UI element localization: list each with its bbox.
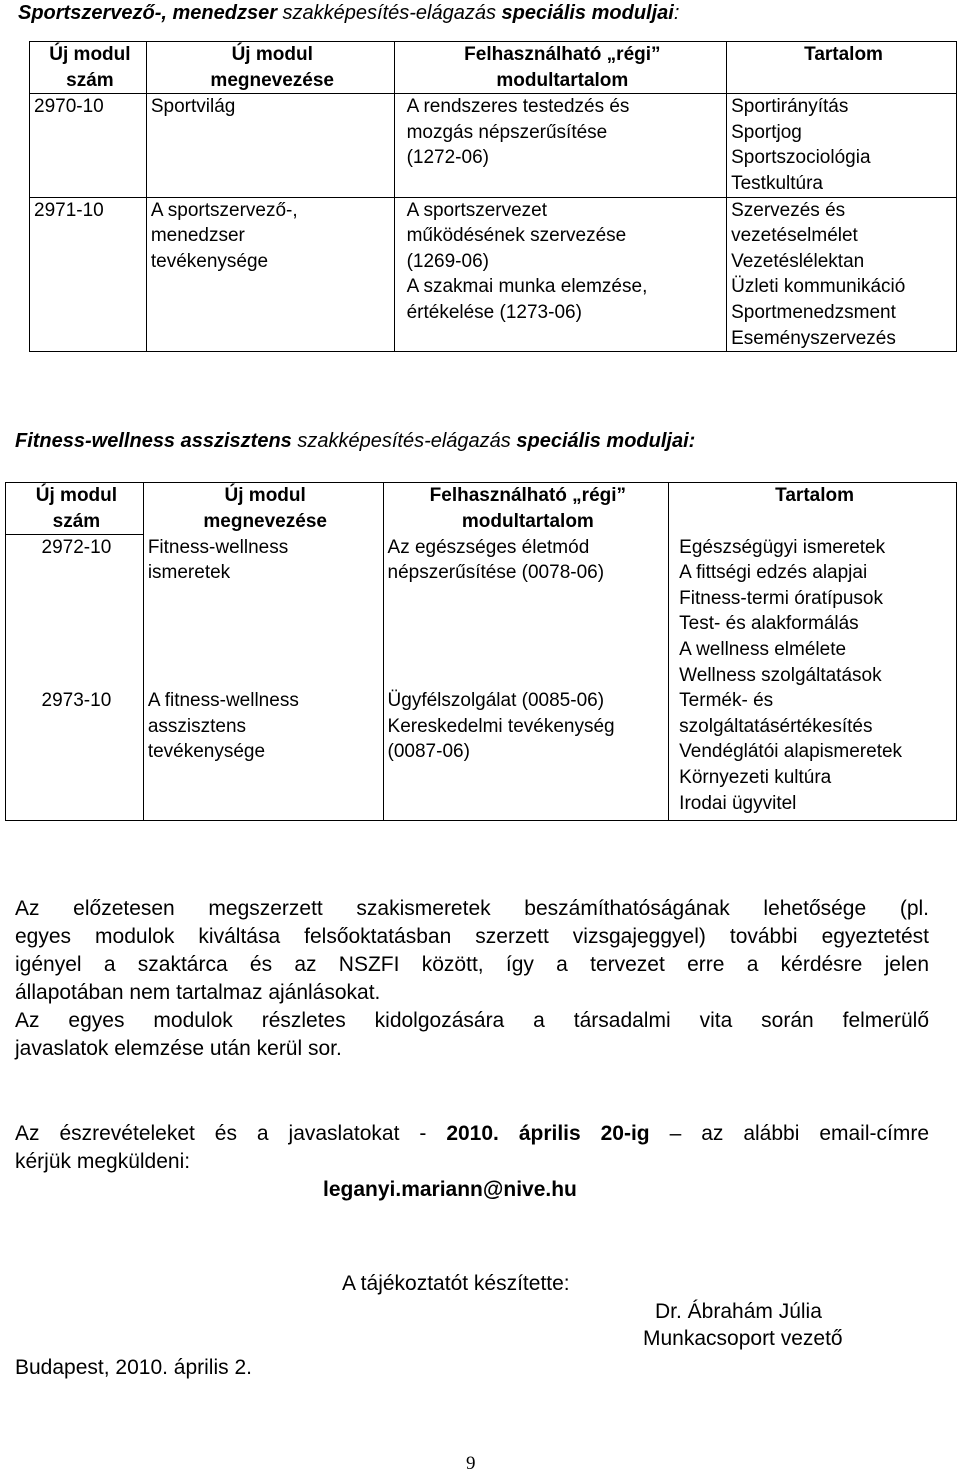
section1-heading-bold: Sportszervező-, menedzser: [18, 2, 277, 24]
section1-heading-mid: szakképesítés-elágazás: [276, 2, 502, 24]
paragraph-line: egyes modulok kiváltása felsőoktatásban szerzett vizsgajeggyel) további egyeztetést: [15, 925, 929, 948]
module-code: 2973-10: [6, 688, 144, 821]
module-name: Fitness-wellness ismeretek: [143, 535, 383, 689]
old-module-content: A sportszervezet működésének szervezése (1269-06) A szakmai munka elemzése, értékelése (1273-06): [394, 197, 727, 352]
paragraph-line: igényel a szaktárca és az NSZFI között, így a tervezet erre a kérdésre jelen: [15, 953, 929, 976]
module-code: 2972-10: [6, 535, 144, 689]
paragraph-line: állapotában nem tartalmaz ajánlásokat.: [15, 981, 381, 1004]
feedback-text: – az alábbi email-címre: [649, 1122, 929, 1145]
section1-heading: [18, 2, 679, 25]
module-code: 2970-10: [30, 94, 147, 197]
header-module-number: Új modul szám: [30, 42, 147, 94]
module-content: Szervezés és vezetéselmélet Vezetéslélektan Üzleti kommunikáció Sportmenedzsment Eseményszervezés: [727, 197, 957, 352]
module-name: A fitness-wellness asszisztens tevékenysége: [143, 688, 383, 821]
table-row: [6, 535, 957, 689]
paragraph-line: [15, 1120, 929, 1148]
paragraph-line: Az előzetesen megszerzett szakismeretek beszámíthatóságának lehetősége (pl.: [15, 897, 929, 920]
section2-heading-bold2: speciális moduljai:: [516, 430, 696, 452]
paragraph-feedback: [15, 1120, 929, 1176]
old-module-content: Az egészséges életmód népszerűsítése (0078-06): [383, 535, 669, 689]
table-row: [30, 197, 957, 352]
module-name: A sportszervező-, menedzser tevékenysége: [146, 197, 394, 352]
section2-heading: [15, 430, 695, 453]
section1-heading-bold2: speciális moduljai: [501, 2, 674, 24]
header-content: Tartalom: [669, 483, 957, 535]
table-row: [30, 94, 957, 197]
module-content: Sportirányítás Sportjog Sportszociológia Testkultúra: [727, 94, 957, 197]
paragraph-line: javaslatok elemzése után kerül sor.: [15, 1037, 342, 1060]
module-name: Sportvilág: [146, 94, 394, 197]
section2-heading-bold: Fitness-wellness asszisztens: [15, 430, 292, 452]
old-module-content: A rendszeres testedzés és mozgás népszerűsítése (1272-06): [394, 94, 727, 197]
deadline-date: április 20-ig: [498, 1122, 650, 1145]
place-date: Budapest, 2010. április 2.: [15, 1356, 252, 1379]
author-title: Munkacsoport vezető: [643, 1327, 843, 1350]
section1-heading-end: :: [673, 2, 680, 24]
paragraph-line: Az egyes modulok részletes kidolgozására a társadalmi vita során felmerülő: [15, 1009, 929, 1032]
header-module-number: Új modul szám: [6, 483, 144, 535]
section1-table: [29, 41, 957, 352]
section2-heading-mid: szakképesítés-elágazás: [291, 430, 517, 452]
table-header-row: [6, 483, 957, 535]
section2-table: [5, 482, 957, 821]
paragraph-line: kérjük megküldeni:: [15, 1150, 191, 1173]
module-content: Termék- és szolgáltatásértékesítés Vendéglátói alapismeretek Környezeti kultúra Irodai ügyvitel: [669, 688, 957, 821]
header-old-content: Felhasználható „régi” modultartalom: [394, 42, 727, 94]
header-content: Tartalom: [727, 42, 957, 94]
old-module-content: Ügyfélszolgálat (0085-06) Kereskedelmi tevékenység (0087-06): [383, 688, 669, 821]
table-row: [6, 688, 957, 821]
module-code: 2971-10: [30, 197, 147, 352]
page-number: 9: [466, 1453, 476, 1474]
paragraph-recognition: [15, 895, 929, 1063]
prepared-by-label: A tájékoztatót készítette:: [342, 1272, 570, 1295]
deadline-year: 2010.: [446, 1122, 499, 1145]
table-header-row: [30, 42, 957, 94]
module-content: Egészségügyi ismeretek A fittségi edzés alapjai Fitness-termi óratípusok Test- és alakformálás A wellness elmélete Wellness szolgáltatások: [669, 535, 957, 689]
header-module-name: Új modul megnevezése: [143, 483, 383, 535]
header-module-name: Új modul megnevezése: [146, 42, 394, 94]
feedback-text: Az észrevételeket és a javaslatokat -: [15, 1122, 447, 1145]
header-old-content: Felhasználható „régi” modultartalom: [383, 483, 669, 535]
email-address: leganyi.mariann@nive.hu: [323, 1178, 577, 1201]
author-name: Dr. Ábrahám Júlia: [655, 1300, 822, 1323]
